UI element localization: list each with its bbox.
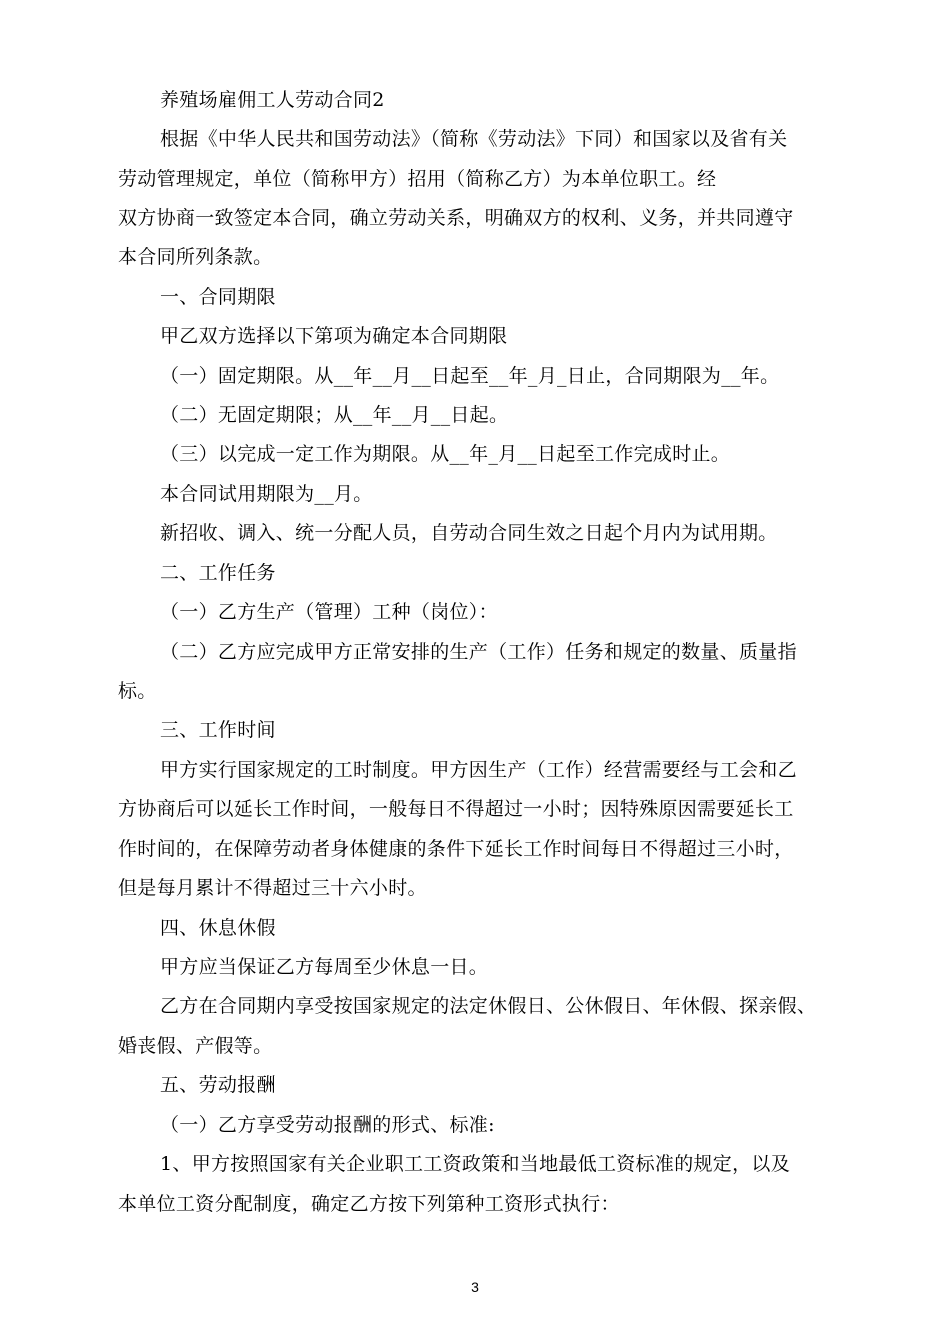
paragraph-line: （一）乙方享受劳动报酬的形式、标准: bbox=[160, 1114, 495, 1136]
paragraph-line: 本单位工资分配制度，确定乙方按下列第种工资形式执行： bbox=[118, 1193, 620, 1215]
paragraph-line: 本合同所列条款。 bbox=[118, 246, 273, 268]
paragraph-line: （二）无固定期限；从__年__月__日起。 bbox=[160, 404, 509, 426]
paragraph-line: （三）以完成一定工作为期限。从__年_月__日起至工作完成时止。 bbox=[160, 443, 731, 465]
paragraph-line: 劳动管理规定，单位（简称甲方）招用（简称乙方）为本单位职工。经 bbox=[118, 168, 717, 190]
section-heading: 四、休息休假 bbox=[160, 917, 276, 939]
paragraph-line: （一）固定期限。从__年__月__日起至__年_月_日止，合同期限为__年。 bbox=[160, 365, 780, 387]
paragraph-line: 标。 bbox=[118, 680, 157, 702]
document-title: 养殖场雇佣工人劳动合同2 bbox=[160, 89, 385, 111]
page-number: 3 bbox=[471, 1279, 479, 1295]
paragraph-line: 但是每月累计不得超过三十六小时。 bbox=[118, 877, 427, 899]
section-heading: 五、劳动报酬 bbox=[160, 1074, 276, 1096]
paragraph-line: 婚丧假、产假等。 bbox=[118, 1035, 273, 1057]
paragraph-line: 作时间的，在保障劳动者身体健康的条件下延长工作时间每日不得超过三小时， bbox=[118, 838, 794, 860]
paragraph-line: 新招收、调入、统一分配人员，自劳动合同生效之日起个月内为试用期。 bbox=[160, 522, 778, 544]
section-heading: 三、工作时间 bbox=[160, 719, 276, 741]
paragraph-line: 根据《中华人民共和国劳动法》（简称《劳动法》下同）和国家以及省有关 bbox=[160, 128, 788, 150]
paragraph-line: 方协商后可以延长工作时间，一般每日不得超过一小时；因特殊原因需要延长工 bbox=[118, 798, 794, 820]
paragraph-line: 甲方应当保证乙方每周至少休息一日。 bbox=[160, 956, 489, 978]
section-heading: 一、合同期限 bbox=[160, 286, 276, 308]
paragraph-line: （一）乙方生产（管理）工种（岗位）： bbox=[160, 601, 498, 623]
paragraph-line: 1、甲方按照国家有关企业职工工资政策和当地最低工资标准的规定，以及 bbox=[160, 1153, 790, 1175]
paragraph-line: 乙方在合同期内享受按国家规定的法定休假日、公休假日、年休假、探亲假、 bbox=[160, 995, 817, 1017]
paragraph-line: 双方协商一致签定本合同，确立劳动关系，明确双方的权利、义务，并共同遵守 bbox=[118, 207, 794, 229]
paragraph-line: 本合同试用期限为__月。 bbox=[160, 483, 373, 505]
paragraph-line: 甲乙双方选择以下第项为确定本合同期限 bbox=[160, 325, 508, 347]
paragraph-line: 甲方实行国家规定的工时制度。甲方因生产（工作）经营需要经与工会和乙 bbox=[160, 759, 797, 781]
paragraph-line: （二）乙方应完成甲方正常安排的生产（工作）任务和规定的数量、质量指 bbox=[160, 641, 797, 663]
section-heading: 二、工作任务 bbox=[160, 562, 276, 584]
